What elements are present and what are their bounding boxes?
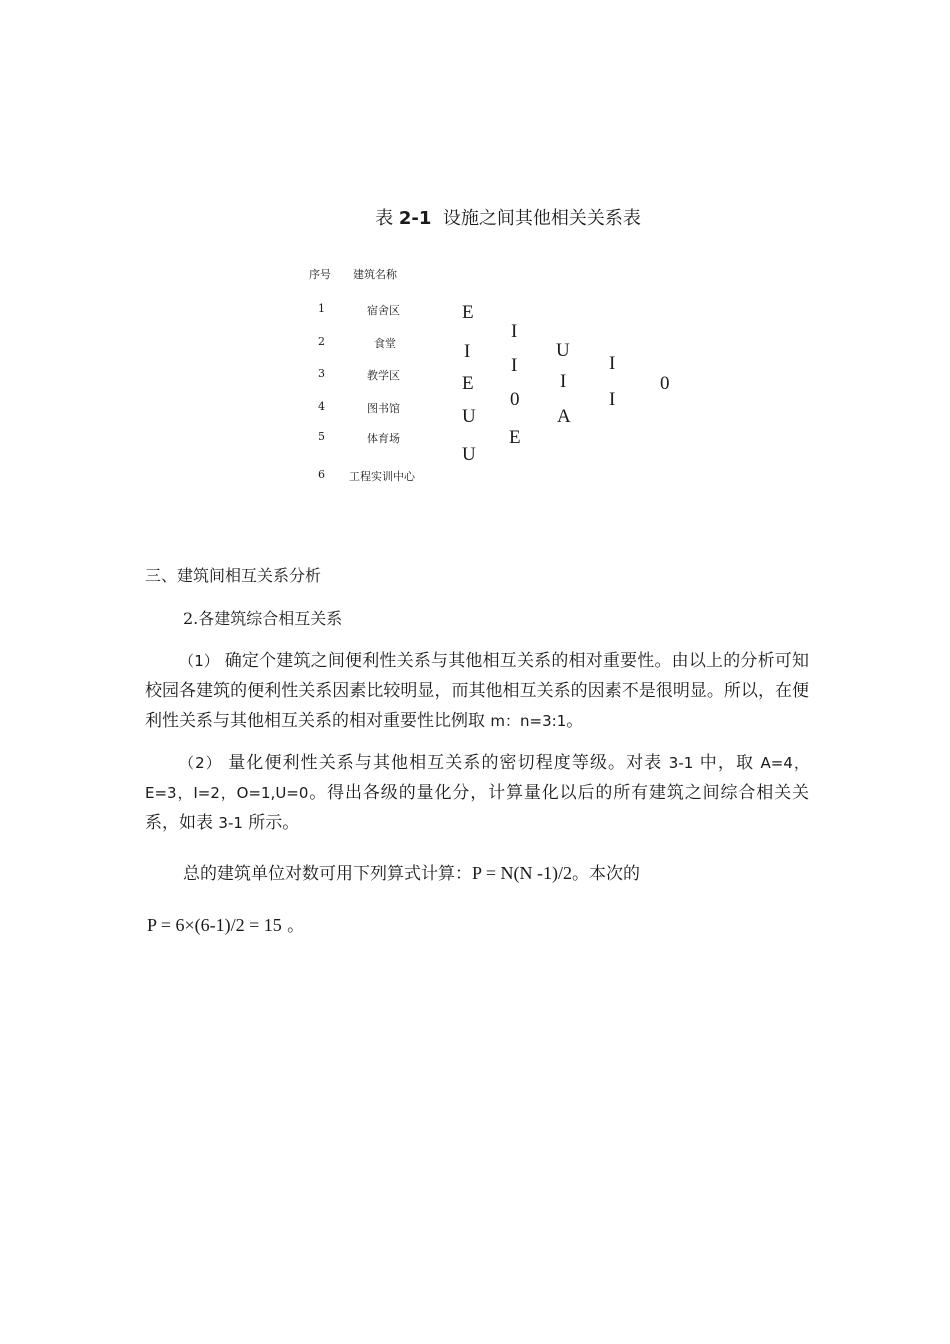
pair-count-formula: P = N(N -1)/2 xyxy=(472,863,572,883)
section-subheading xyxy=(183,606,342,629)
relation-cell: I xyxy=(609,389,616,410)
section-heading: 三、建筑间相互关系分析 xyxy=(145,566,322,585)
header-name: 建筑名称 xyxy=(353,268,397,281)
row-no: 6 xyxy=(318,468,325,481)
relation-cell: I xyxy=(511,321,518,342)
paragraph-end: 。本次的 xyxy=(571,864,640,884)
table-ref: 3-1 xyxy=(218,814,243,832)
row-name: 体育场 xyxy=(367,432,400,445)
relation-cell: A xyxy=(557,406,571,427)
row-no: 1 xyxy=(318,302,325,315)
paragraph-end: 。 xyxy=(566,711,584,731)
caption-title: 设施之间其他相关关系表 xyxy=(442,208,641,229)
paragraph-end: 所示。 xyxy=(242,813,300,833)
row-name: 宿舍区 xyxy=(367,304,400,317)
caption-prefix: 表 xyxy=(375,208,394,229)
paragraph-number: （2） xyxy=(179,754,222,772)
table-caption xyxy=(0,204,950,230)
relation-cell: I xyxy=(560,371,567,392)
row-no: 3 xyxy=(318,367,325,380)
row-no: 4 xyxy=(318,400,325,413)
row-name: 食堂 xyxy=(374,337,396,350)
row-name: 图书馆 xyxy=(367,402,400,415)
paragraph-text: 确定个建筑之间便利性关系与其他相互关系的相对重要性。由以上的分析可知校园各建筑的便利性关系因素比较明显，而其他相互关系的因素不是很明显。所以，在便利性关系与其他相互关系的相对重要性比例取 xyxy=(145,651,810,731)
subheading-text: 2.各建筑综合相互关系 xyxy=(183,609,343,628)
ratio-text: m：n=3:1 xyxy=(490,712,567,730)
header-no: 序号 xyxy=(309,268,331,281)
row-name: 工程实训中心 xyxy=(349,470,415,483)
row-name: 教学区 xyxy=(367,369,400,382)
relation-cell: 0 xyxy=(660,373,670,394)
paragraph-4 xyxy=(147,911,304,936)
paragraph-text: 总的建筑单位对数可用下列算式计算： xyxy=(183,864,472,884)
caption-number: 2-1 xyxy=(398,208,432,229)
paragraph-text: 量化便利性关系与其他相互关系的密切程度等级。对表 xyxy=(221,753,669,773)
relation-cell: I xyxy=(609,353,616,374)
paragraph-end: 。 xyxy=(281,916,305,936)
paragraph-number: （1） xyxy=(179,652,220,670)
row-no: 2 xyxy=(318,335,325,348)
relation-cell: E xyxy=(509,427,521,448)
row-no: 5 xyxy=(318,430,325,443)
paragraph-text-2: 。得出各级的量化分，计算量化以后的所有建筑之间综合相关关系，如表 xyxy=(145,783,810,833)
paragraph-2 xyxy=(145,748,809,838)
table-ref: 3-1 xyxy=(668,754,694,772)
relation-cell: I xyxy=(464,341,471,362)
relation-cell: E xyxy=(462,302,474,323)
pair-count-result: P = 6×(6-1)/2 = 15 xyxy=(147,915,282,935)
relation-cell: U xyxy=(556,340,570,361)
relation-cell: E xyxy=(462,373,474,394)
relation-cell: 0 xyxy=(510,389,520,410)
relation-cell: I xyxy=(511,355,518,376)
grade-values: A=4，E=3，I=2，O=1,U=0 xyxy=(145,754,809,802)
paragraph-3 xyxy=(183,859,640,884)
relation-cell: U xyxy=(462,444,476,465)
paragraph-text-mid: 中，取 xyxy=(693,753,761,773)
relation-cell: U xyxy=(462,406,476,427)
paragraph-1 xyxy=(145,646,809,736)
